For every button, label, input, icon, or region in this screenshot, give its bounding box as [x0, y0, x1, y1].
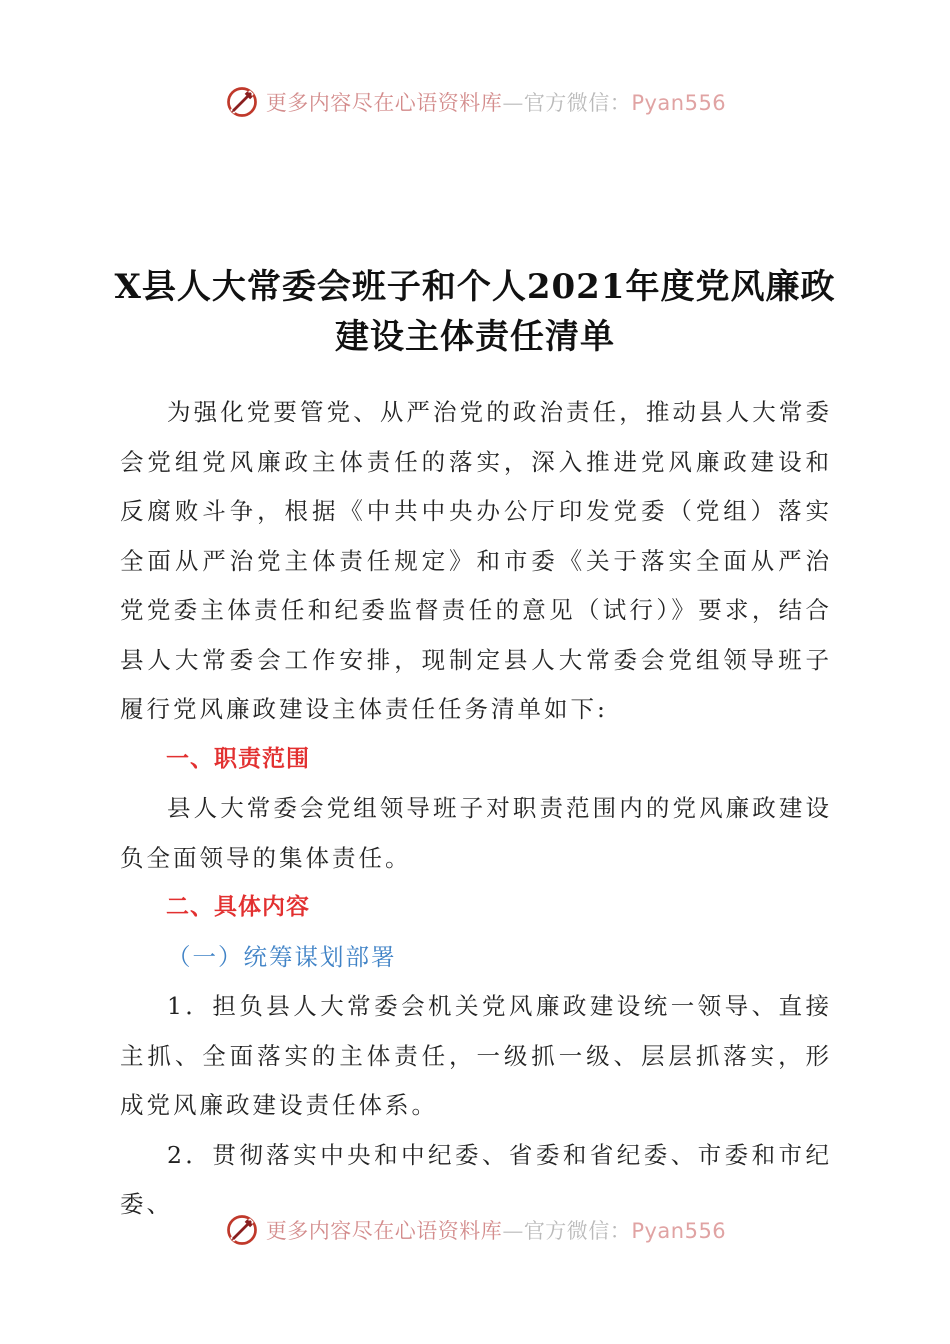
section-2-heading: 二、具体内容	[166, 894, 310, 920]
item-2-paragraph: 2．贯彻落实中央和中纪委、省委和省纪委、市委和市纪委、	[120, 1140, 832, 1218]
subsection-1-heading: （一）统筹谋划部署	[167, 942, 397, 971]
document-title	[110, 262, 840, 362]
document-body	[120, 388, 832, 1230]
watermark-dash: —	[502, 1219, 524, 1243]
section-1-paragraph: 县人大常委会党组领导班子对职责范围内的党风廉政建设负全面领导的集体责任。	[120, 794, 832, 872]
watermark-footer	[0, 1210, 950, 1250]
item-1-paragraph: 1．担负县人大常委会机关党风廉政建设统一领导、直接主抓、全面落实的主体责任，一级抓一级、层层抓落实，形成党风廉政建设责任体系。	[120, 992, 832, 1119]
intro-paragraph: 为强化党要管党、从严治党的政治责任，推动县人大常委会党组党风廉政主体责任的落实，深入推进党风廉政建设和反腐败斗争，根据《中共中央办公厅印发党委（党组）落实全面从严治党主体责任规定》和市委《关于落实全面从严治党党委主体责任和纪委监督责任的意见（试行）》要求，结合县人大常委会工作安排，现制定县人大常委会党组领导班子履行党风廉政建设主体责任任务清单如下:	[120, 398, 832, 723]
watermark-wechat-id: Pyan556	[631, 91, 727, 115]
pen-logo-icon	[224, 1212, 260, 1248]
watermark-main-text: 更多内容尽在心语资料库	[265, 91, 503, 115]
section-1-heading: 一、职责范围	[166, 745, 310, 772]
pen-logo-icon	[224, 84, 260, 120]
watermark-sub-text: 官方微信：	[523, 91, 632, 115]
title-line-2: 建设主体责任清单	[335, 317, 615, 357]
title-line-1: X县人大常委会班子和个人2021年度党风廉政	[114, 267, 836, 307]
watermark-main-text: 更多内容尽在心语资料库	[265, 1219, 503, 1243]
watermark-wechat-id: Pyan556	[631, 1219, 727, 1243]
watermark-sub-text: 官方微信：	[523, 1219, 632, 1243]
watermark-dash: —	[502, 91, 524, 115]
watermark-header	[0, 82, 950, 122]
